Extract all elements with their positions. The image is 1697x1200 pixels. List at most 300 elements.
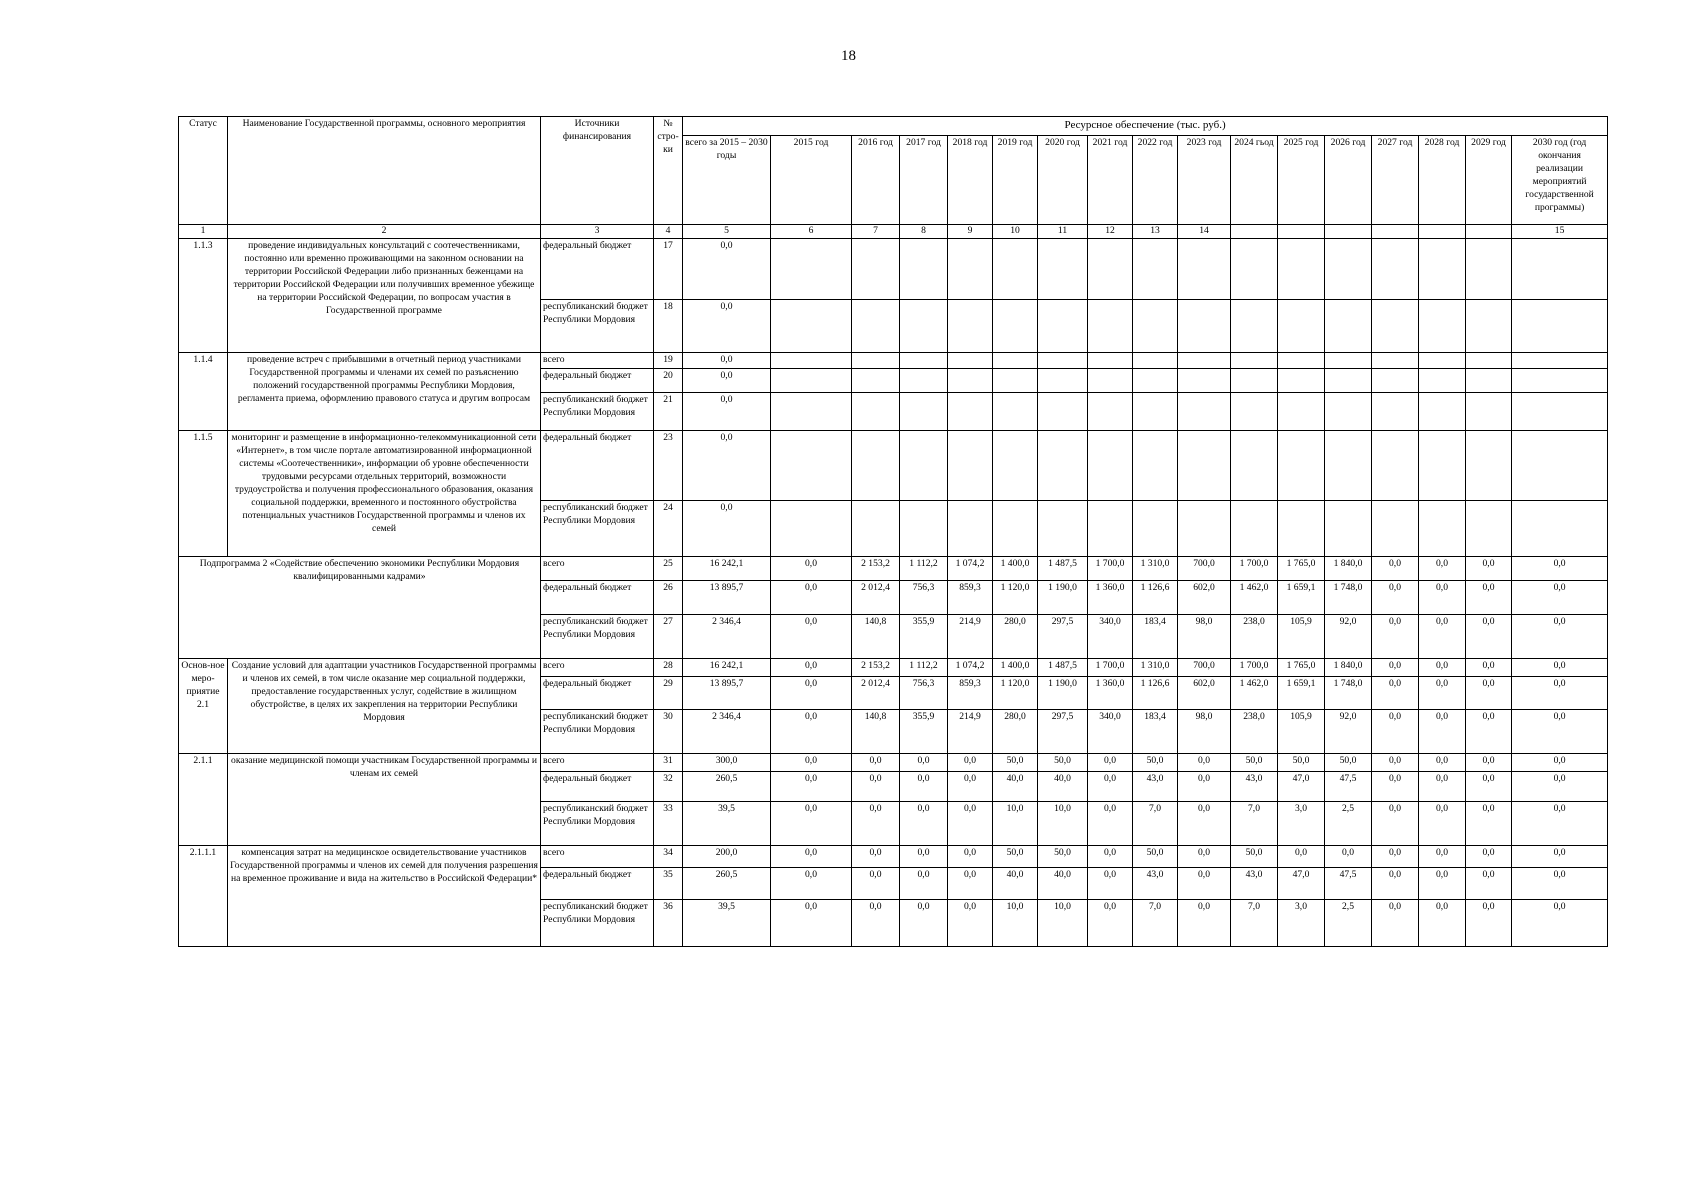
header-year: 2028 год: [1419, 136, 1466, 225]
row-number: 18: [654, 300, 683, 353]
value-cell: [1088, 368, 1133, 392]
value-cell: [1231, 300, 1278, 353]
value-cell: 1 112,2: [900, 658, 948, 676]
value-cell: 0,0: [1419, 845, 1466, 867]
funding-source: всего: [541, 753, 654, 771]
value-cell: 0,0: [948, 771, 993, 801]
value-cell: [1088, 300, 1133, 353]
value-cell: 0,0: [1372, 753, 1419, 771]
value-cell: [900, 430, 948, 500]
value-cell: [1512, 368, 1608, 392]
value-cell: 0,0: [1466, 771, 1512, 801]
funding-source: федеральный бюджет: [541, 239, 654, 300]
value-cell: 0,0: [852, 771, 900, 801]
value-cell: [1419, 300, 1466, 353]
value-cell: 0,0: [1466, 867, 1512, 899]
row-status: 1.1.5: [179, 430, 228, 556]
funding-source: всего: [541, 845, 654, 867]
funding-source: республиканский бюджет Республики Мордовия: [541, 899, 654, 946]
value-cell: 1 074,2: [948, 658, 993, 676]
funding-source: республиканский бюджет Республики Мордовия: [541, 614, 654, 658]
value-cell: 1 840,0: [1325, 658, 1372, 676]
column-number: 5: [683, 225, 771, 239]
value-cell: [993, 500, 1038, 556]
value-cell: 7,0: [1133, 899, 1178, 946]
value-cell: 0,0: [1325, 845, 1372, 867]
row-number: 24: [654, 500, 683, 556]
value-cell: [1419, 239, 1466, 300]
value-cell: 2,5: [1325, 801, 1372, 845]
value-cell: 0,0: [683, 368, 771, 392]
value-cell: [1088, 392, 1133, 430]
value-cell: 0,0: [683, 430, 771, 500]
value-cell: 0,0: [1178, 899, 1231, 946]
column-number: 2: [228, 225, 541, 239]
value-cell: [1038, 353, 1088, 369]
value-cell: [1088, 500, 1133, 556]
value-cell: 140,8: [852, 614, 900, 658]
value-cell: 859,3: [948, 676, 993, 709]
resource-table: [178, 116, 1608, 947]
value-cell: 0,0: [1419, 614, 1466, 658]
value-cell: 50,0: [1133, 845, 1178, 867]
value-cell: [1419, 353, 1466, 369]
value-cell: [1466, 239, 1512, 300]
value-cell: 10,0: [1038, 801, 1088, 845]
row-status: Основ-ное меро-приятие 2.1: [179, 658, 228, 753]
value-cell: 0,0: [1466, 753, 1512, 771]
value-cell: 214,9: [948, 614, 993, 658]
value-cell: 0,0: [683, 300, 771, 353]
value-cell: 0,0: [948, 867, 993, 899]
header-year: 2021 год: [1088, 136, 1133, 225]
value-cell: 0,0: [1372, 614, 1419, 658]
value-cell: 602,0: [1178, 676, 1231, 709]
value-cell: 50,0: [1133, 753, 1178, 771]
value-cell: [1466, 353, 1512, 369]
row-number: 25: [654, 556, 683, 580]
value-cell: 0,0: [852, 899, 900, 946]
value-cell: 50,0: [993, 753, 1038, 771]
value-cell: 2 346,4: [683, 709, 771, 753]
column-number: [1419, 225, 1466, 239]
value-cell: 0,0: [683, 353, 771, 369]
value-cell: 2 012,4: [852, 676, 900, 709]
value-cell: 0,0: [771, 580, 852, 614]
value-cell: 0,0: [1512, 676, 1608, 709]
value-cell: 0,0: [771, 867, 852, 899]
value-cell: [1231, 430, 1278, 500]
value-cell: 1 462,0: [1231, 676, 1278, 709]
value-cell: 47,5: [1325, 771, 1372, 801]
funding-source: федеральный бюджет: [541, 368, 654, 392]
value-cell: 0,0: [1088, 867, 1133, 899]
value-cell: [771, 430, 852, 500]
value-cell: 0,0: [948, 753, 993, 771]
table-row: [179, 845, 1608, 867]
value-cell: 0,0: [771, 771, 852, 801]
value-cell: 0,0: [1372, 676, 1419, 709]
value-cell: 0,0: [900, 867, 948, 899]
row-name: компенсация затрат на медицинское освидетельствование участников Государственной программы и членов их семей для получения разрешения на временное проживание и вида на жительство в Российской Федерации*: [228, 845, 541, 946]
column-number: [1278, 225, 1325, 239]
column-number: [1466, 225, 1512, 239]
row-number: 21: [654, 392, 683, 430]
column-number: 9: [948, 225, 993, 239]
page-number: 18: [841, 48, 856, 64]
value-cell: 0,0: [1512, 801, 1608, 845]
value-cell: 0,0: [900, 753, 948, 771]
value-cell: [1278, 368, 1325, 392]
value-cell: [1231, 368, 1278, 392]
value-cell: 0,0: [900, 771, 948, 801]
value-cell: 0,0: [683, 392, 771, 430]
value-cell: 0,0: [1512, 709, 1608, 753]
value-cell: [771, 353, 852, 369]
column-number: 6: [771, 225, 852, 239]
value-cell: 0,0: [683, 239, 771, 300]
value-cell: 140,8: [852, 709, 900, 753]
funding-source: всего: [541, 556, 654, 580]
value-cell: 1 074,2: [948, 556, 993, 580]
value-cell: [771, 239, 852, 300]
value-cell: 47,5: [1325, 867, 1372, 899]
value-cell: 355,9: [900, 709, 948, 753]
value-cell: 0,0: [852, 867, 900, 899]
value-cell: 260,5: [683, 867, 771, 899]
value-cell: 1 190,0: [1038, 676, 1088, 709]
value-cell: [1038, 239, 1088, 300]
value-cell: [1133, 300, 1178, 353]
value-cell: [1278, 239, 1325, 300]
value-cell: 297,5: [1038, 709, 1088, 753]
value-cell: 10,0: [1038, 899, 1088, 946]
value-cell: [1133, 353, 1178, 369]
value-cell: [1325, 239, 1372, 300]
value-cell: [1278, 392, 1325, 430]
value-cell: [1372, 368, 1419, 392]
funding-source: федеральный бюджет: [541, 580, 654, 614]
column-number: 8: [900, 225, 948, 239]
value-cell: [771, 368, 852, 392]
value-cell: [1372, 239, 1419, 300]
column-number: [1325, 225, 1372, 239]
row-status: 2.1.1: [179, 753, 228, 845]
value-cell: 260,5: [683, 771, 771, 801]
value-cell: 0,0: [1512, 614, 1608, 658]
value-cell: 1 700,0: [1088, 556, 1133, 580]
value-cell: 859,3: [948, 580, 993, 614]
value-cell: 1 462,0: [1231, 580, 1278, 614]
value-cell: 1 126,6: [1133, 580, 1178, 614]
value-cell: [948, 239, 993, 300]
value-cell: [1372, 430, 1419, 500]
value-cell: 40,0: [1038, 771, 1088, 801]
column-number: 14: [1178, 225, 1231, 239]
value-cell: 0,0: [1372, 771, 1419, 801]
value-cell: [900, 500, 948, 556]
value-cell: [852, 430, 900, 500]
value-cell: 0,0: [1372, 845, 1419, 867]
value-cell: [993, 430, 1038, 500]
table-row: [179, 430, 1608, 500]
value-cell: 0,0: [852, 753, 900, 771]
value-cell: 50,0: [1038, 753, 1088, 771]
value-cell: 1 400,0: [993, 658, 1038, 676]
value-cell: 183,4: [1133, 614, 1178, 658]
value-cell: [1133, 392, 1178, 430]
value-cell: 700,0: [1178, 556, 1231, 580]
value-cell: [1372, 353, 1419, 369]
value-cell: 2 012,4: [852, 580, 900, 614]
value-cell: 0,0: [1088, 771, 1133, 801]
header-year: 2018 год: [948, 136, 993, 225]
value-cell: 0,0: [1466, 801, 1512, 845]
value-cell: [948, 300, 993, 353]
value-cell: 2 153,2: [852, 658, 900, 676]
value-cell: 13 895,7: [683, 676, 771, 709]
value-cell: 0,0: [900, 801, 948, 845]
value-cell: [1466, 392, 1512, 430]
value-cell: 238,0: [1231, 614, 1278, 658]
value-cell: [1278, 500, 1325, 556]
value-cell: [900, 353, 948, 369]
value-cell: [1231, 239, 1278, 300]
column-number: 10: [993, 225, 1038, 239]
row-name: мониторинг и размещение в информационно-телекоммуникационной сети «Интернет», в том числе портале автоматизированной информационной системы «Соотечественники», информации об уровне обеспеченности трудовыми ресурсами отдельных территорий, возможности трудоустройства и получения профессионального образования, оказания социальной поддержки, временного и постоянного обустройства потенциальных участников Государственной программы и членов их семей: [228, 430, 541, 556]
column-number: 3: [541, 225, 654, 239]
value-cell: 0,0: [948, 845, 993, 867]
value-cell: 0,0: [771, 676, 852, 709]
table-row: [179, 658, 1608, 676]
row-status: 2.1.1.1: [179, 845, 228, 946]
value-cell: [1325, 368, 1372, 392]
value-cell: [1133, 239, 1178, 300]
header-year: 2030 год (год окончания реализации мероприятий государственной программы): [1512, 136, 1608, 225]
value-cell: 40,0: [993, 867, 1038, 899]
value-cell: 183,4: [1133, 709, 1178, 753]
header-row-number: № стро-ки: [654, 117, 683, 225]
row-number: 36: [654, 899, 683, 946]
value-cell: 297,5: [1038, 614, 1088, 658]
funding-source: республиканский бюджет Республики Мордовия: [541, 709, 654, 753]
row-status: 1.1.3: [179, 239, 228, 353]
row-name: проведение встреч с прибывшими в отчетный период участниками Государственной программы и членами их семей по разъяснению положений государственной программы Республики Мордовия, регламента приема, оформлению правового статуса и другим вопросам: [228, 353, 541, 431]
value-cell: [1325, 300, 1372, 353]
value-cell: 1 126,6: [1133, 676, 1178, 709]
value-cell: [1178, 300, 1231, 353]
value-cell: 0,0: [771, 753, 852, 771]
value-cell: 1 487,5: [1038, 556, 1088, 580]
value-cell: [1178, 368, 1231, 392]
value-cell: 0,0: [771, 899, 852, 946]
value-cell: 0,0: [771, 614, 852, 658]
value-cell: [948, 392, 993, 430]
header-year: 2029 год: [1466, 136, 1512, 225]
value-cell: 1 659,1: [1278, 580, 1325, 614]
table-row: [179, 239, 1608, 300]
value-cell: 0,0: [1466, 845, 1512, 867]
value-cell: 1 700,0: [1231, 658, 1278, 676]
value-cell: 0,0: [1419, 801, 1466, 845]
value-cell: 0,0: [1466, 899, 1512, 946]
value-cell: 1 360,0: [1088, 676, 1133, 709]
value-cell: 43,0: [1231, 771, 1278, 801]
header-year: 2017 год: [900, 136, 948, 225]
funding-source: федеральный бюджет: [541, 867, 654, 899]
subprogram-name: Подпрограмма 2 «Содействие обеспечению экономики Республики Мордовия квалифицированными кадрами»: [179, 556, 541, 658]
value-cell: 3,0: [1278, 899, 1325, 946]
header-year: 2024 гьод: [1231, 136, 1278, 225]
value-cell: 7,0: [1231, 899, 1278, 946]
value-cell: 0,0: [1419, 709, 1466, 753]
row-number: 35: [654, 867, 683, 899]
value-cell: 0,0: [852, 801, 900, 845]
value-cell: [900, 300, 948, 353]
value-cell: 92,0: [1325, 709, 1372, 753]
value-cell: 0,0: [1419, 899, 1466, 946]
value-cell: 0,0: [1419, 676, 1466, 709]
value-cell: [1325, 392, 1372, 430]
value-cell: [948, 430, 993, 500]
value-cell: 50,0: [1231, 753, 1278, 771]
value-cell: [1038, 430, 1088, 500]
funding-source: всего: [541, 658, 654, 676]
header-year: 2019 год: [993, 136, 1038, 225]
value-cell: [771, 500, 852, 556]
value-cell: 0,0: [1512, 771, 1608, 801]
value-cell: 0,0: [771, 658, 852, 676]
column-number: [1372, 225, 1419, 239]
value-cell: [1512, 500, 1608, 556]
value-cell: 0,0: [1278, 845, 1325, 867]
value-cell: 0,0: [1178, 801, 1231, 845]
value-cell: 1 120,0: [993, 676, 1038, 709]
value-cell: [1512, 300, 1608, 353]
value-cell: [1178, 500, 1231, 556]
funding-source: всего: [541, 353, 654, 369]
value-cell: 3,0: [1278, 801, 1325, 845]
value-cell: 98,0: [1178, 709, 1231, 753]
value-cell: [1466, 430, 1512, 500]
table-row: [179, 353, 1608, 369]
value-cell: [1178, 430, 1231, 500]
row-number: 20: [654, 368, 683, 392]
header-year: 2015 год: [771, 136, 852, 225]
value-cell: [1133, 500, 1178, 556]
value-cell: [771, 392, 852, 430]
value-cell: [852, 392, 900, 430]
value-cell: 43,0: [1133, 771, 1178, 801]
value-cell: 0,0: [1466, 614, 1512, 658]
row-number: 34: [654, 845, 683, 867]
row-number: 33: [654, 801, 683, 845]
value-cell: [1133, 368, 1178, 392]
value-cell: 1 700,0: [1231, 556, 1278, 580]
value-cell: 16 242,1: [683, 556, 771, 580]
value-cell: [1372, 392, 1419, 430]
value-cell: 43,0: [1133, 867, 1178, 899]
value-cell: 0,0: [1088, 899, 1133, 946]
value-cell: 0,0: [1512, 658, 1608, 676]
value-cell: 1 120,0: [993, 580, 1038, 614]
value-cell: 0,0: [1512, 867, 1608, 899]
value-cell: [1278, 430, 1325, 500]
value-cell: 50,0: [1278, 753, 1325, 771]
value-cell: [852, 353, 900, 369]
funding-source: республиканский бюджет Республики Мордовия: [541, 500, 654, 556]
value-cell: [1038, 368, 1088, 392]
value-cell: 1 112,2: [900, 556, 948, 580]
value-cell: [1178, 392, 1231, 430]
value-cell: [1466, 500, 1512, 556]
column-number: [1231, 225, 1278, 239]
value-cell: 0,0: [852, 845, 900, 867]
value-cell: 0,0: [1178, 771, 1231, 801]
value-cell: 2 153,2: [852, 556, 900, 580]
value-cell: 13 895,7: [683, 580, 771, 614]
value-cell: [1231, 392, 1278, 430]
value-cell: 0,0: [771, 709, 852, 753]
value-cell: [993, 368, 1038, 392]
value-cell: [1231, 500, 1278, 556]
row-status: 1.1.4: [179, 353, 228, 431]
value-cell: 50,0: [993, 845, 1038, 867]
value-cell: 0,0: [1178, 753, 1231, 771]
header-sources: Источники финансирования: [541, 117, 654, 225]
value-cell: [900, 368, 948, 392]
value-cell: 0,0: [1419, 753, 1466, 771]
column-number: 4: [654, 225, 683, 239]
value-cell: 2 346,4: [683, 614, 771, 658]
value-cell: 0,0: [1512, 580, 1608, 614]
value-cell: 0,0: [1088, 801, 1133, 845]
value-cell: 0,0: [1372, 801, 1419, 845]
value-cell: 7,0: [1133, 801, 1178, 845]
value-cell: 39,5: [683, 801, 771, 845]
header-year: всего за 2015 – 2030 годы: [683, 136, 771, 225]
value-cell: [852, 300, 900, 353]
row-number: 32: [654, 771, 683, 801]
value-cell: [1088, 353, 1133, 369]
row-number: 23: [654, 430, 683, 500]
value-cell: 0,0: [771, 801, 852, 845]
value-cell: 0,0: [1088, 845, 1133, 867]
value-cell: 1 400,0: [993, 556, 1038, 580]
value-cell: 0,0: [1512, 845, 1608, 867]
value-cell: [1466, 368, 1512, 392]
value-cell: 1 840,0: [1325, 556, 1372, 580]
header-year: 2027 год: [1372, 136, 1419, 225]
value-cell: 0,0: [683, 500, 771, 556]
value-cell: 0,0: [1372, 556, 1419, 580]
value-cell: 0,0: [1419, 580, 1466, 614]
value-cell: [1419, 500, 1466, 556]
value-cell: [1372, 300, 1419, 353]
value-cell: 105,9: [1278, 709, 1325, 753]
value-cell: [993, 239, 1038, 300]
value-cell: [1512, 392, 1608, 430]
value-cell: [1325, 500, 1372, 556]
value-cell: 0,0: [1466, 580, 1512, 614]
value-cell: 0,0: [1512, 556, 1608, 580]
value-cell: 92,0: [1325, 614, 1372, 658]
value-cell: 0,0: [1372, 899, 1419, 946]
header-resource: Ресурсное обеспечение (тыс. руб.): [683, 117, 1608, 136]
header-year: 2023 год: [1178, 136, 1231, 225]
value-cell: [1178, 239, 1231, 300]
value-cell: 39,5: [683, 899, 771, 946]
